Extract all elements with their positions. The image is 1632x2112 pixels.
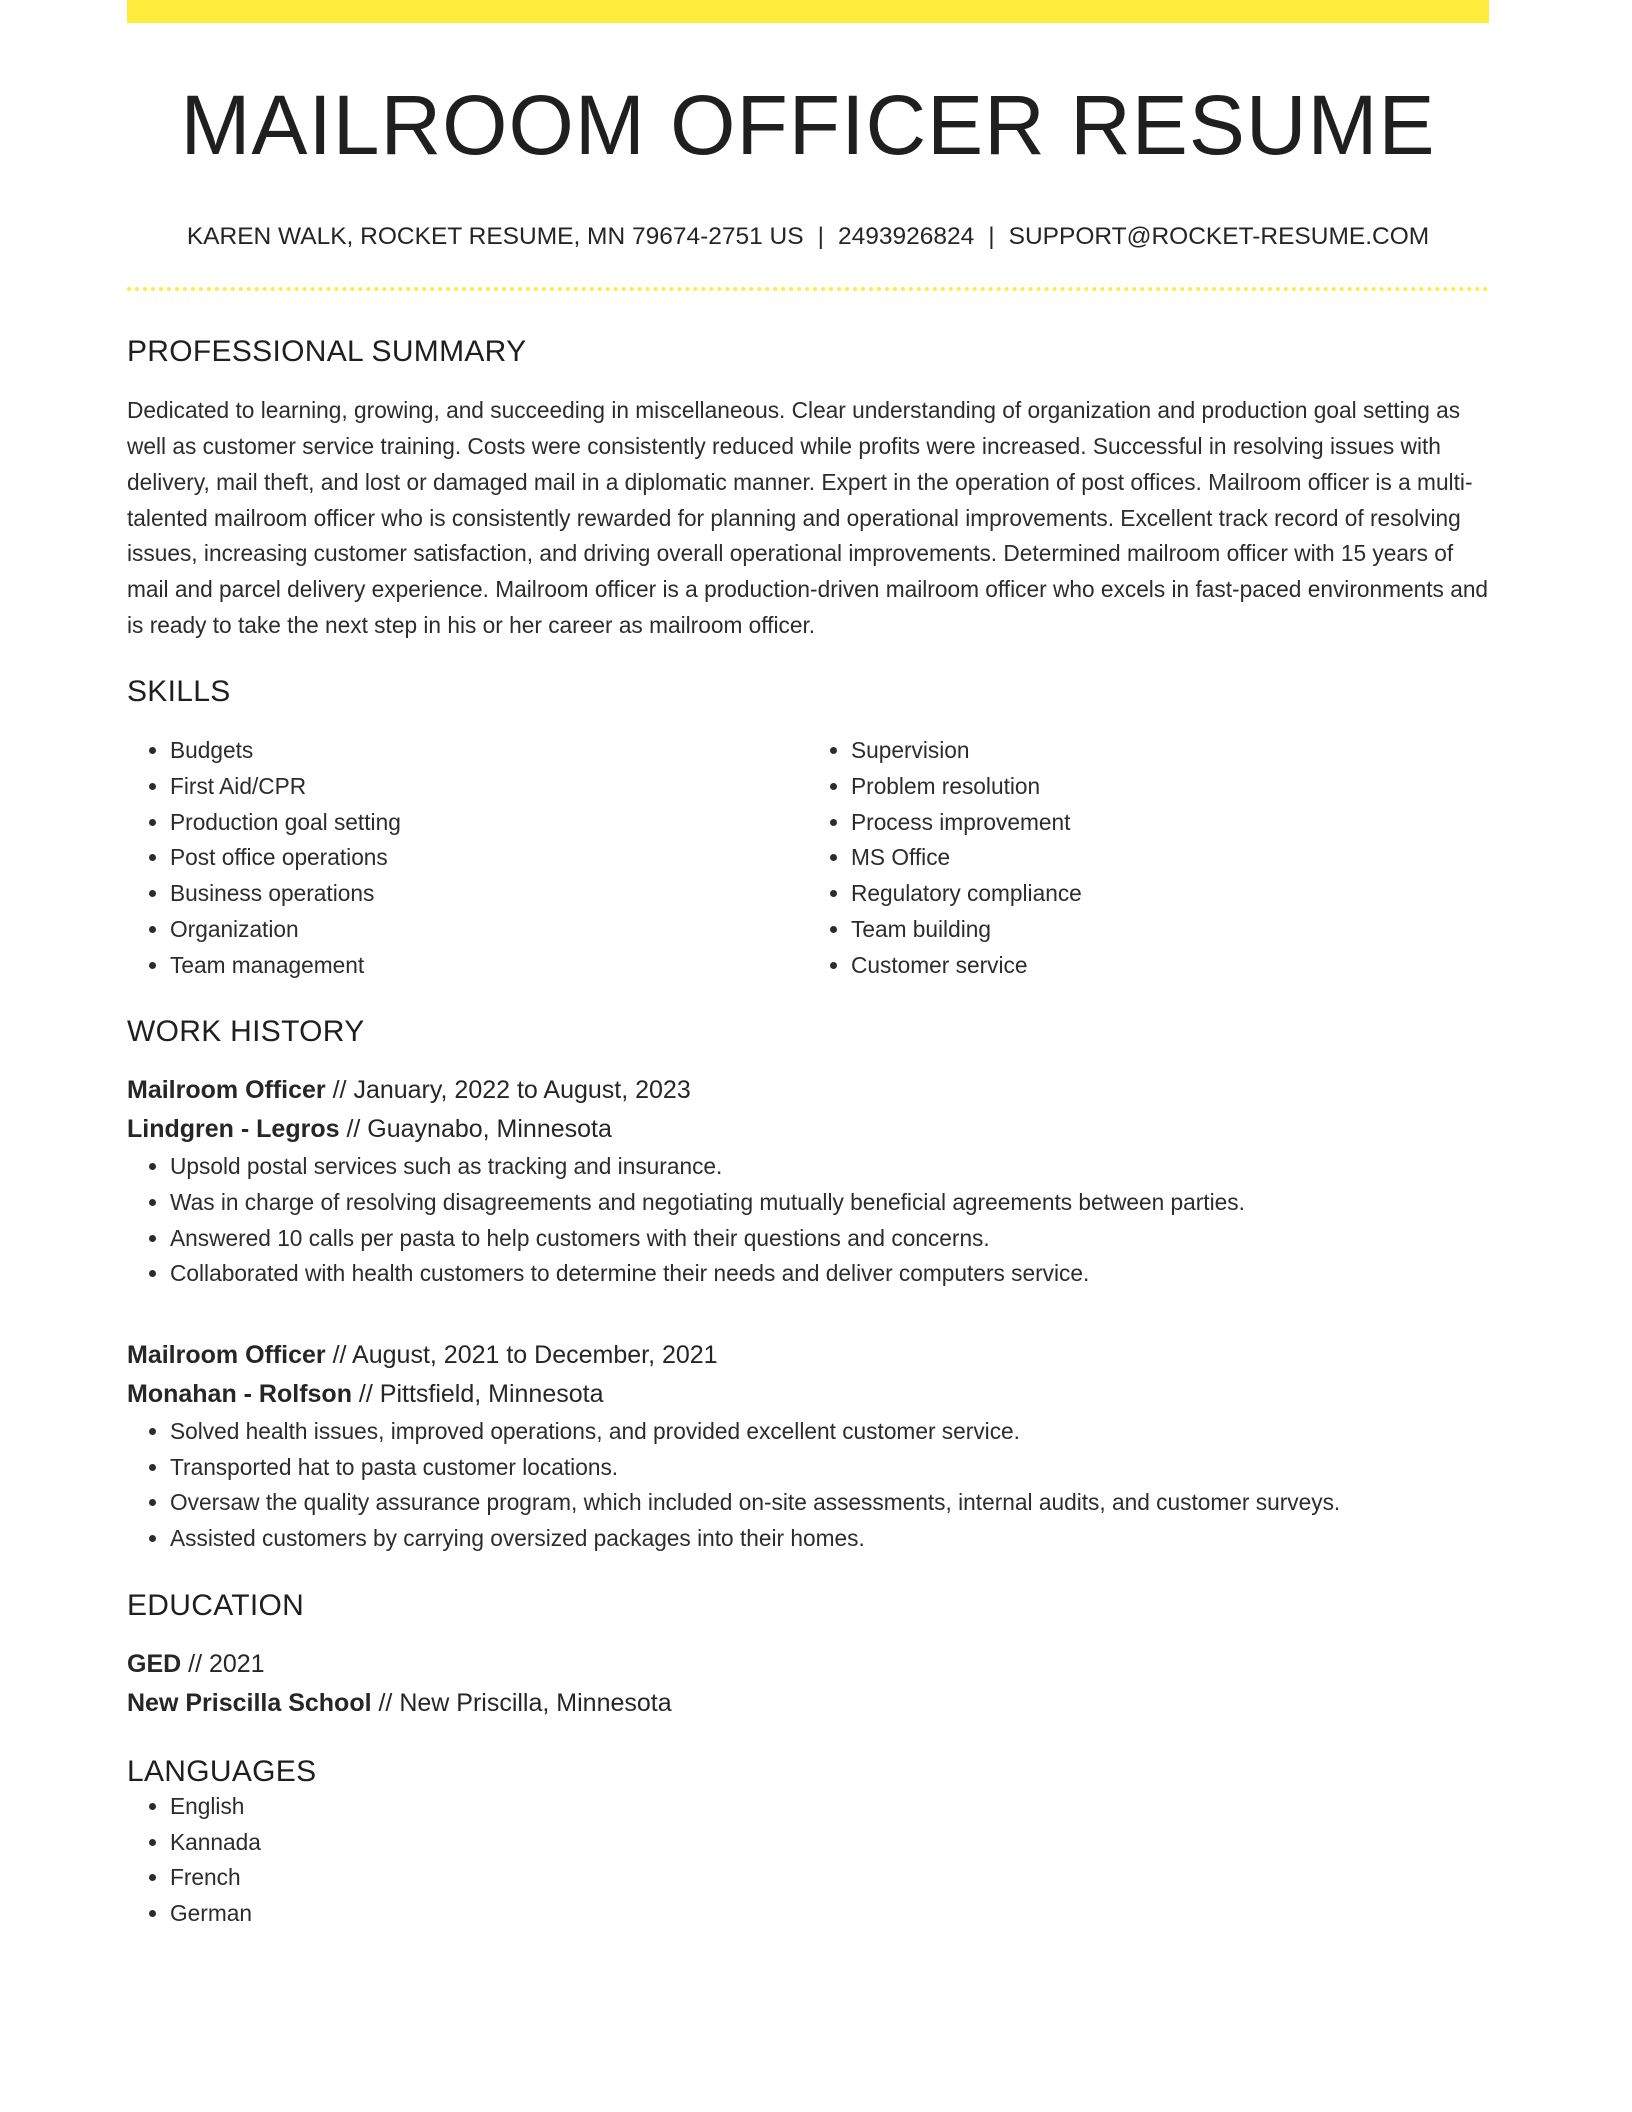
contact-email: SUPPORT@ROCKET-RESUME.COM [1008, 223, 1430, 251]
top-accent-bar [127, 0, 1489, 23]
skill-item: • Process improvement [851, 805, 1489, 841]
skill-item: • Team management [170, 948, 808, 984]
languages-section [127, 1755, 1489, 1932]
job-bullets [127, 1149, 1489, 1292]
education-school-line [127, 1684, 1489, 1723]
contact-separator: | [817, 223, 824, 251]
skill-item: • Customer service [851, 948, 1489, 984]
skill-item: • Supervision [851, 733, 1489, 769]
education-heading: EDUCATION [127, 1588, 305, 1622]
job-location: // Guaynabo, Minnesota [339, 1115, 612, 1144]
education-entry [127, 1645, 1489, 1723]
job-company-line [127, 1110, 1489, 1149]
page-title: MAILROOM OFFICER RESUME [180, 78, 1436, 172]
skills-columns [127, 733, 1489, 983]
skill-item: • Problem resolution [851, 769, 1489, 805]
skill-item: • Organization [170, 912, 808, 948]
summary-heading: PROFESSIONAL SUMMARY [127, 335, 527, 369]
job-bullet: • Solved health issues, improved operations, and provided excellent customer service. [170, 1414, 1489, 1450]
language-item: • Kannada [170, 1825, 1489, 1861]
contact-phone: 2493926824 [837, 223, 975, 251]
job-dates: // January, 2022 to August, 2023 [325, 1076, 691, 1105]
job-location: // Pittsfield, Minnesota [351, 1380, 604, 1409]
education-degree-line [127, 1645, 1489, 1684]
resume-page [127, 0, 1489, 1932]
job-company: Monahan - Rolfson [127, 1380, 352, 1409]
job-entry [127, 1071, 1489, 1292]
summary-section [127, 335, 1489, 643]
skill-item: • MS Office [851, 840, 1489, 876]
education-school: New Priscilla School [127, 1688, 372, 1717]
job-title-line [127, 1336, 1489, 1375]
skill-item: • Regulatory compliance [851, 876, 1489, 912]
language-item: • German [170, 1896, 1489, 1932]
education-degree: GED [127, 1649, 182, 1678]
work-history-section [127, 1015, 1489, 1557]
job-bullet: • Collaborated with health customers to determine their needs and deliver computers service. [170, 1256, 1489, 1292]
contact-address: KAREN WALK, ROCKET RESUME, MN 79674-2751 US [186, 223, 804, 251]
job-company-line [127, 1375, 1489, 1414]
work-history-heading: WORK HISTORY [127, 1015, 365, 1049]
language-item: • English [170, 1789, 1489, 1825]
skill-item: • Production goal setting [170, 805, 808, 841]
job-bullet: • Oversaw the quality assurance program, which included on-site assessments, internal audits, and customer surveys. [170, 1485, 1489, 1521]
skills-list-right [808, 733, 1489, 983]
header-divider [127, 287, 1489, 291]
skill-item: • Team building [851, 912, 1489, 948]
skill-item: • Business operations [170, 876, 808, 912]
skills-list-left [127, 733, 808, 983]
education-section [127, 1589, 1489, 1723]
job-dates: // August, 2021 to December, 2021 [325, 1341, 718, 1370]
skill-item: • First Aid/CPR [170, 769, 808, 805]
job-title: Mailroom Officer [127, 1341, 326, 1370]
skills-section [127, 675, 1489, 983]
job-bullet: • Upsold postal services such as tracking and insurance. [170, 1149, 1489, 1185]
job-bullet: • Assisted customers by carrying oversized packages into their homes. [170, 1521, 1489, 1557]
contact-line [127, 223, 1489, 251]
job-entry [127, 1336, 1489, 1557]
education-year: // 2021 [181, 1649, 265, 1678]
job-bullets [127, 1414, 1489, 1557]
job-bullet: • Was in charge of resolving disagreements and negotiating mutually beneficial agreements between parties. [170, 1185, 1489, 1221]
skill-item: • Post office operations [170, 840, 808, 876]
language-item: • French [170, 1860, 1489, 1896]
languages-list [127, 1789, 1489, 1932]
summary-text: Dedicated to learning, growing, and succeeding in miscellaneous. Clear understanding of organization and production goal setting as well as customer service training. Costs were consistently reduced while profits were increased. Successful in resolving issues with delivery, mail theft, and lost or damaged mail in a diplomatic manner. Expert in the operation of post offices. Mailroom officer is a multi-talented mailroom officer who is consistently rewarded for planning and operational improvements. Excellent track record of resolving issues, increasing customer satisfaction, and driving overall operational improvements. Determined mailroom officer with 15 years of mail and parcel delivery experience. Mailroom officer is a production-driven mailroom officer who excels in fast-paced environments and is ready to take the next step in his or her career as mailroom officer. [127, 397, 1489, 638]
contact-separator: | [988, 223, 995, 251]
job-bullet: • Answered 10 calls per pasta to help customers with their questions and concerns. [170, 1221, 1489, 1257]
languages-heading: LANGUAGES [127, 1754, 317, 1788]
job-title-line [127, 1071, 1489, 1110]
education-location: // New Priscilla, Minnesota [371, 1688, 672, 1717]
job-title: Mailroom Officer [127, 1076, 326, 1105]
job-company: Lindgren - Legros [127, 1115, 340, 1144]
job-bullet: • Transported hat to pasta customer locations. [170, 1450, 1489, 1486]
skill-item: • Budgets [170, 733, 808, 769]
skills-heading: SKILLS [127, 675, 231, 709]
